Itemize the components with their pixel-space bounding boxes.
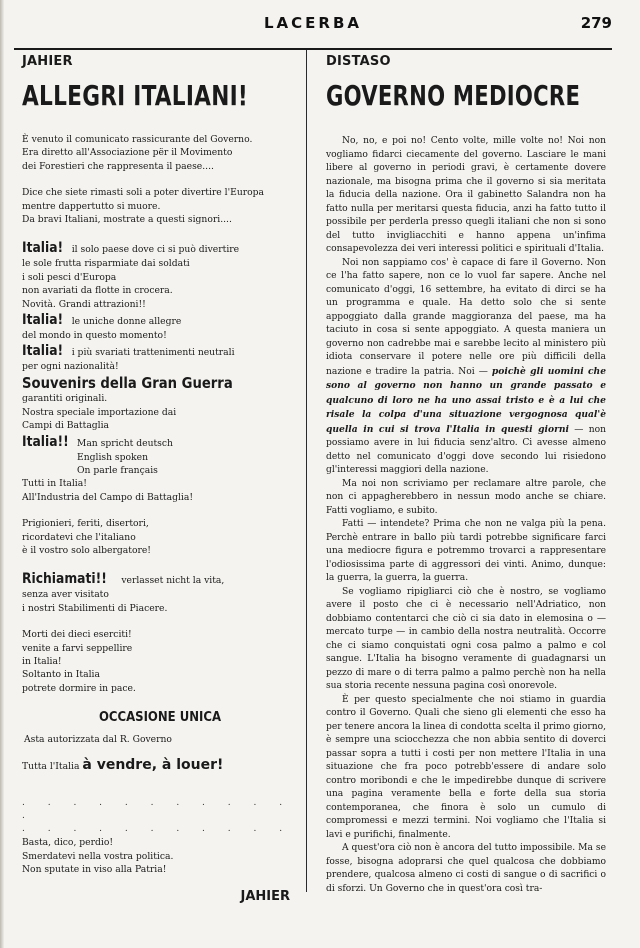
poem-line: Richiamati!! verlasset nicht la vita, (22, 571, 225, 588)
poem-line: Novità. Grandi attrazioni!! (22, 298, 146, 310)
header-rule (14, 48, 612, 50)
paragraph: A quest'ora ciò non è ancora del tutto impossibile. Ma se fosse, bisogna adoprarsi che quel qualcosa che dobbiamo prendere, qualcosa almeno ci costi di sangue o di sacrifici o di sforzi. Un Governo che in quest'ora così tra- (326, 843, 606, 894)
paragraph: No, no, e poi no! Cento volte, mille volte no! Noi non vogliamo fidarci ciecamente del governo. Lasciare le mani libere al governo in periodi gravi, è certamente dovere nazionale, ma bisogna prima che il governo si sia meritata la fiducia della nazione. Ora il gabinetto Salandra non ha fatto nulla per meritarsi questa fiducia, anzi ha fatto tutto il possibile per perderla presso quegli italiani che non si sono del tutto invigliacchiti e hanno appena un'infima consapevolezza dei veri interessi politici e spirituali d'Italia. (326, 136, 606, 254)
poem-line: Smerdatevi nella vostra politica. (22, 850, 174, 862)
paragraph: Se vogliamo ripigliarci ciò che è nostro, se vogliamo avere il posto che ci è necessario nell'Adriatico, non dobbiamo contentarci che ciò ci sia dato in elemosina o — mercato turpe — in cambio della nostra neutralità. Occorre che ci siamo conquistati ogni cosa palmo a palmo e col sangue. L'Italia ha bisogno veramente di guadagnarsi un pezzo di mare o di terra palmo a palmo perchè non ha nella sua storia recente nessuna pagina così onorevole. (326, 586, 606, 691)
italic-passage: poichè gli uomini che sono al governo non hanno un grande passato e qualcuno di loro ne ha uno assai tristo e è a lui che risale la colpa d'una situazione vergognosa qual'è quella in cui si trova l'Italia in questi giorni (326, 365, 606, 435)
masthead (14, 14, 612, 44)
poem-line: Dice che siete rimasti soli a poter divertire l'Europa (22, 187, 265, 199)
poem-line: Italia! il solo paese dove ci si può divertire (22, 240, 240, 257)
left-article (22, 52, 298, 904)
poem-line: Tutta l'Italia à vendre, à louer! (22, 757, 224, 773)
poem-line: venite a farvi seppellire (22, 642, 133, 654)
poem-line: Era diretto all'Associazione për il Movimento (22, 147, 233, 159)
poem-line: Nostra speciale importazione dai (22, 406, 177, 418)
poem-line: i nostri Stabilimenti di Piacere. (22, 602, 168, 614)
poem-line: Italia! i più svariati trattenimenti neutrali (22, 343, 235, 360)
paragraph: Ma noi non scriviamo per reclamare altre parole, che non ci appagherebbero in nessun modo anche se chiare. Fatti vogliamo, e subito. (326, 478, 606, 516)
poem-line: Da bravi Italiani, mostrate a questi signori.... (22, 214, 232, 226)
poem-line: Morti dei dieci eserciti! (22, 629, 132, 641)
poem-line: del mondo in questo momento! (22, 330, 167, 342)
poem-line: garantiti originali. (22, 393, 108, 405)
poem-line: le sole frutta risparmiate dai soldati (22, 258, 190, 270)
poem-line: i soli pesci d'Europa (22, 271, 117, 283)
section-heading: OCCASIONE UNICA (98, 710, 222, 726)
poem-line: Italia!! Man spricht deutsch (22, 433, 173, 450)
poem-line: in Italia! (22, 655, 62, 667)
column-divider (306, 50, 307, 892)
page-number: 279 (580, 14, 612, 32)
poem-line: All'Industria del Campo di Battaglia! (22, 491, 194, 503)
poem-line: Tutti in Italia! (22, 478, 87, 490)
poem-line: Italia! le uniche donne allegre (22, 312, 182, 329)
ellipsis-row: . . . . . . . . . . . (22, 824, 293, 835)
publication-title: LACERBA (263, 14, 362, 32)
poem-line: Basta, dico, perdio! (22, 837, 114, 849)
paragraph: Fatti — intendete? Prima che non ne valga più la pena. Perchè entrare in ballo più tardi potrebbe significare farci una mediocre figura e potremmo trovarci a rappresentare l'odiosissima parte di aggressori dei vinti. Animo, dunque: la guerra, la guerra, la guerra. (326, 519, 606, 583)
page-edge-shadow (0, 0, 4, 948)
poem-line: Soltanto in Italia (22, 669, 100, 681)
emphasis-text: à vendre, à louer! (82, 757, 224, 773)
poem-line: mentre dappertutto si muore. (22, 200, 161, 212)
paragraph: Noi non sappiamo cos' è capace di fare il Governo. Non ce l'ha fatto sapere, non ce lo vuol far sapere. Anche nel comunicato d'oggi, 16 settembre, ha evitato di dirci se ha un programma e quale. Ha detto solo che si sente appoggiato dalla grande maggioranza del paese, ma ha taciuto in cosa si sente appoggiato. A questa maniera un governo non cadrebbe mai e sarebbe lecito al ministero più idiota conservare il potere nelle ore più difficili della nazione e tradire la patria. Noi — poichè gli uomini che sono al governo non hanno un grande passato e qualcuno di loro ne ha uno assai tristo e è a lui che risale la colpa d'una situazione vergognosa qual'è quella in cui si trova l'Italia in questi giorni — non possiamo avere in lui fiducia senz'altro. Ci avesse almeno detto nel comunicato d'oggi dove secondo lui risiedono gl'interessi maggiori della nazione. (326, 257, 606, 475)
paragraph: È per questo specialmente che noi stiamo in guardia contro il Governo. Quali che sieno gli elementi che esso ha per tenere ancora la linea di condotta scelta il primo giorno, è sempre una sciocchezza che non abbia sentito di doverci passar sopra a tutti i costi per non mettere l'Italia in una situazione che fra poco potrebb'essere di andare solo contro moribondi e che le impedirebbe dunque di scrivere una pagina veramente bella e forte della sua storia contemporanea, che finora è solo un cumulo di compromessi e mezzi termini. Noi vogliamo che l'Italia si lavi e purifichi, finalmente. (326, 694, 606, 840)
poem-line: Campi di Battaglia (22, 420, 110, 432)
poem-line: Asta autorizzata dal R. Governo (24, 733, 172, 745)
poem-line (22, 374, 298, 392)
ellipsis-row: . . . . . . . . . . . . (22, 798, 293, 822)
poem-line: per ogni nazionalità! (22, 361, 119, 373)
article-signature: JAHIER (240, 888, 290, 904)
article-body (326, 135, 606, 896)
poem-line: senza aver visitato (22, 589, 109, 601)
article-author: JAHIER (22, 54, 73, 69)
poem-line: ricordatevi che l'italiano (22, 531, 136, 543)
article-author: DISTASO (326, 54, 391, 69)
emphasis-text: Italia!! (22, 433, 69, 450)
emphasis-text: Souvenirs della Gran Guerra (22, 373, 233, 392)
article-headline: GOVERNO MEDIOCRE (326, 79, 581, 112)
poem-line: potrete dormire in pace. (22, 682, 136, 694)
article-headline: ALLEGRI ITALIANI! (22, 79, 249, 112)
emphasis-text: Richiamati!! (22, 571, 107, 588)
emphasis-text: Italia! (22, 343, 64, 360)
poem-line: dei Forestieri che rappresenta il paese.... (22, 160, 214, 172)
emphasis-text: Italia! (22, 312, 64, 329)
poem-line: È venuto il comunicato rassicurante del Governo. (22, 134, 253, 145)
emphasis-text: Italia! (22, 240, 64, 257)
poem-line: non avariati da flotte in crocera. (22, 285, 173, 297)
poem-body (22, 133, 298, 877)
poem-line: Prigionieri, feriti, disertori, (22, 518, 149, 530)
poem-line: Non sputate in viso alla Patria! (22, 864, 167, 876)
right-article (326, 52, 606, 896)
poem-line: è il vostro solo albergatore! (22, 544, 151, 556)
poem-line: On parle français (77, 464, 158, 476)
poem-line: English spoken (77, 451, 148, 463)
